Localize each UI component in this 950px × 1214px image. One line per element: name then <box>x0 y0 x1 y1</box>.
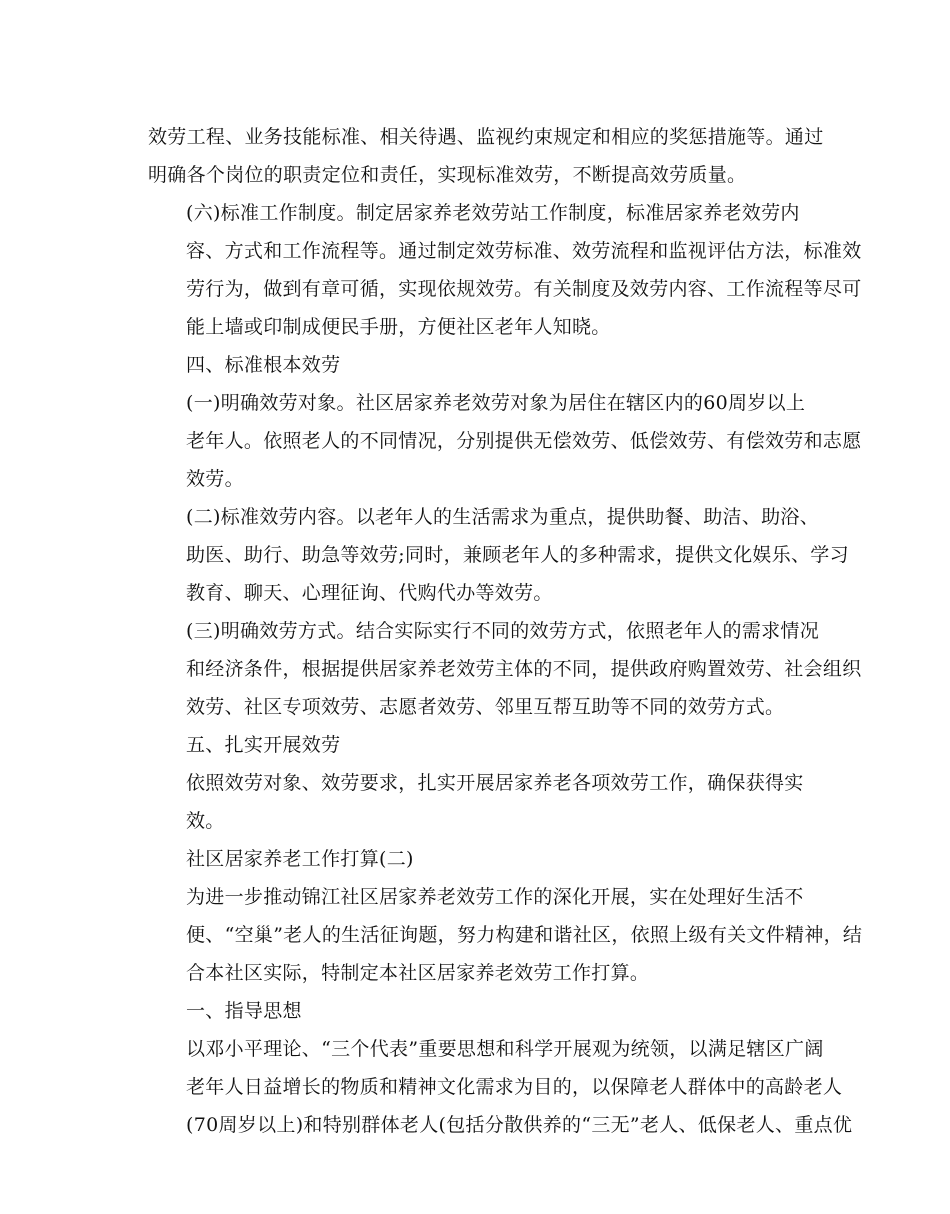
text-line: (三)明确效劳方式。结合实际实行不同的效劳方式，依照老年人的需求情况 <box>186 620 820 642</box>
paragraph <box>148 878 863 992</box>
paragraph <box>148 726 808 764</box>
text-line: 一、指导思想 <box>186 1000 302 1022</box>
paragraph <box>148 1030 853 1144</box>
text-line: 效劳。 <box>186 468 244 490</box>
text-line: 四、标准根本效劳 <box>186 354 341 376</box>
text-line: 五、扎实开展效劳 <box>186 734 341 756</box>
text-line: 便、“空巢”老人的生活征询题，努力构建和谐社区，依照上级有关文件精神，结 <box>186 924 863 946</box>
text-line: 老年人日益增长的物质和精神文化需求为目的，以保障老人群体中的高龄老人 <box>186 1076 843 1098</box>
text-line: 效劳、社区专项效劳、志愿者效劳、邻里互帮互助等不同的效劳方式。 <box>186 696 785 718</box>
text-line: 和经济条件，根据提供居家养老效劳主体的不同，提供政府购置效劳、社会组织 <box>186 658 862 680</box>
text-line: 助医、助行、助急等效劳;同时，兼顾老年人的多种需求，提供文化娱乐、学习 <box>186 544 849 566</box>
paragraph <box>148 612 862 726</box>
text-line: 老年人。依照老人的不同情况，分别提供无偿效劳、低偿效劳、有偿效劳和志愿 <box>186 430 862 452</box>
document-body <box>148 118 863 1144</box>
text-line: 劳行为，做到有章可循，实现依规效劳。有关制度及效劳内容、工作流程等尽可 <box>186 278 862 300</box>
text-line: 依照效劳对象、效劳要求，扎实开展居家养老各项效劳工作，确保获得实 <box>186 772 804 794</box>
text-line: 效劳工程、业务技能标准、相关待遇、监视约束规定和相应的奖惩措施等。通过 <box>148 126 824 148</box>
text-line: (70周岁以上)和特别群体老人(包括分散供养的“三无”老人、低保老人、重点优 <box>186 1114 853 1136</box>
text-line: 为进一步推动锦江社区居家养老效劳工作的深化开展，实在处理好生活不 <box>186 886 804 908</box>
paragraph <box>148 992 808 1030</box>
text-line: 效。 <box>186 810 225 832</box>
text-line: 能上墙或印制成便民手册，方便社区老年人知晓。 <box>186 316 611 338</box>
text-line: (六)标准工作制度。制定居家养老效劳站工作制度，标准居家养老效劳内 <box>186 202 800 224</box>
paragraph <box>148 346 808 384</box>
text-line: 容、方式和工作流程等。通过制定效劳标准、效劳流程和监视评估方法，标准效 <box>186 240 862 262</box>
text-line: 明确各个岗位的职责定位和责任，实现标准效劳，不断提高效劳质量。 <box>148 164 747 186</box>
paragraph <box>148 498 849 612</box>
paragraph <box>148 384 862 498</box>
text-line: 以邓小平理论、“三个代表”重要思想和科学开展观为统领，以满足辖区广阔 <box>186 1038 824 1060</box>
text-line: 合本社区实际，特制定本社区居家养老效劳工作打算。 <box>186 962 650 984</box>
text-line: (一)明确效劳对象。社区居家养老效劳对象为居住在辖区内的60周岁以上 <box>186 392 806 414</box>
text-line: 社区居家养老工作打算(二) <box>186 848 414 870</box>
text-line: (二)标准效劳内容。以老年人的生活需求为重点，提供助餐、助洁、助浴、 <box>186 506 820 528</box>
text-line: 教育、聊天、心理征询、代购代办等效劳。 <box>186 582 553 604</box>
paragraph <box>148 118 824 194</box>
paragraph <box>148 764 808 840</box>
paragraph <box>148 840 808 878</box>
paragraph <box>148 194 862 346</box>
